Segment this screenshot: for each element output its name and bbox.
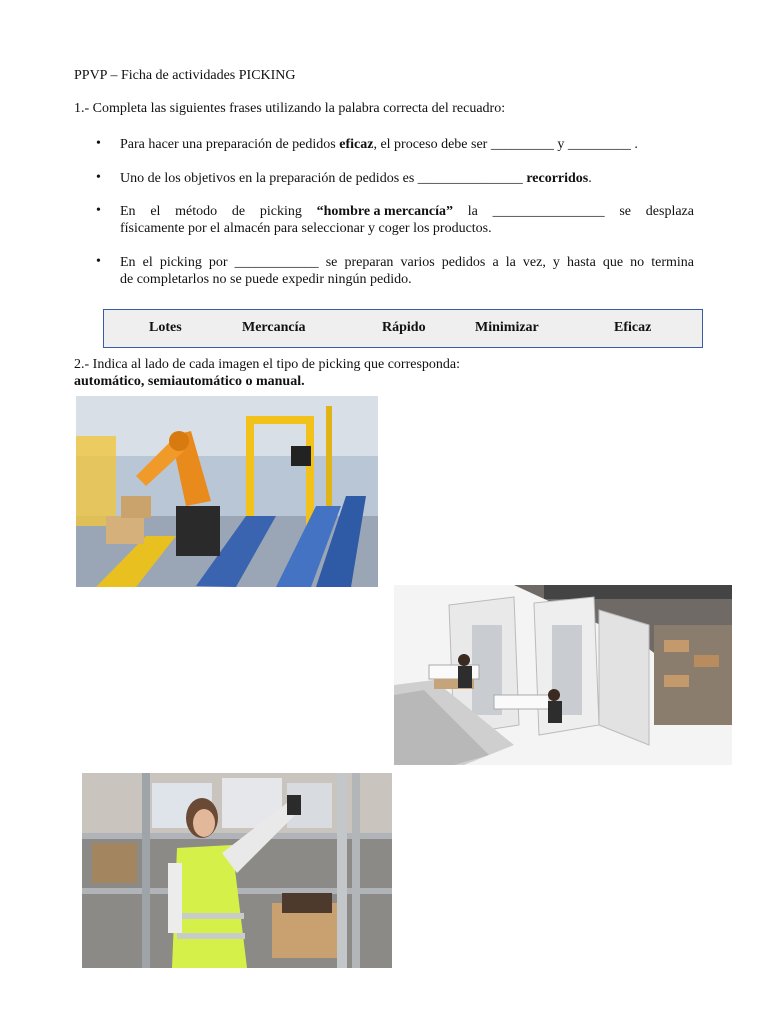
bullet-marker: • — [96, 170, 101, 185]
bullet-3-pre-word: de — [231, 204, 246, 219]
bullet-3-post-word: se — [619, 204, 632, 219]
bullet-3-pre-word: En — [120, 204, 136, 219]
bullet-4-line-2: de completarlos no se puede expedir ningún pedido. — [120, 272, 412, 287]
bullet-3-pre-word: picking — [259, 204, 302, 219]
page-title: PPVP – Ficha de actividades PICKING — [74, 68, 296, 83]
bullet-marker: • — [96, 254, 101, 269]
worker-scanning-shelf-photo — [82, 773, 392, 968]
word-rapido: Rápido — [382, 320, 426, 335]
bullet-3-line-2: físicamente por el almacén para seleccionar y coger los productos. — [120, 221, 492, 236]
robotic-warehouse-photo — [76, 396, 378, 587]
word-box — [103, 309, 703, 348]
bullet-3-pre-word: el — [150, 204, 161, 219]
bullet-3-post-word: la — [467, 204, 478, 219]
bullet-1 — [120, 136, 694, 153]
bullet-marker: • — [96, 203, 101, 218]
question-1: 1.- Completa las siguientes frases utilizando la palabra correcta del recuadro: — [74, 101, 506, 116]
bullet-4 — [120, 254, 694, 288]
bullet-2-bold: recorridos — [526, 171, 589, 186]
bullet-3-bold: “hombre a mercancía” — [316, 204, 453, 219]
word-lotes: Lotes — [149, 320, 182, 335]
bullet-3-post-word: ________________ — [492, 204, 605, 219]
word-mercancia: Mercancía — [242, 320, 306, 335]
bullet-3 — [120, 203, 694, 237]
bullet-marker: • — [96, 136, 101, 151]
vertical-storage-machine-photo — [394, 585, 732, 765]
word-minimizar: Minimizar — [475, 320, 539, 335]
bullet-2-pre: Uno de los objetivos en la preparación de pedidos es _______________ — [120, 171, 527, 186]
bullet-2 — [120, 170, 694, 187]
question-2-options: automático, semiautomático o manual. — [74, 374, 305, 389]
question-2 — [74, 356, 460, 390]
bullet-1-pre: Para hacer una preparación de pedidos — [120, 137, 340, 152]
word-eficaz: Eficaz — [614, 320, 652, 335]
bullet-2-post: . — [588, 171, 592, 186]
bullet-3-line-1 — [120, 203, 694, 220]
bullet-3-post-word: desplaza — [645, 204, 694, 219]
bullet-1-bold: eficaz — [339, 137, 374, 152]
bullet-1-post: , el proceso debe ser _________ y _________ . — [373, 137, 638, 152]
bullet-4-line-1: En el picking por ____________ se preparan varios pedidos a la vez, y hasta que no termina — [120, 255, 694, 270]
question-2-line-1: 2.- Indica al lado de cada imagen el tipo de picking que corresponda: — [74, 357, 461, 372]
bullet-3-pre-word: método — [175, 204, 218, 219]
